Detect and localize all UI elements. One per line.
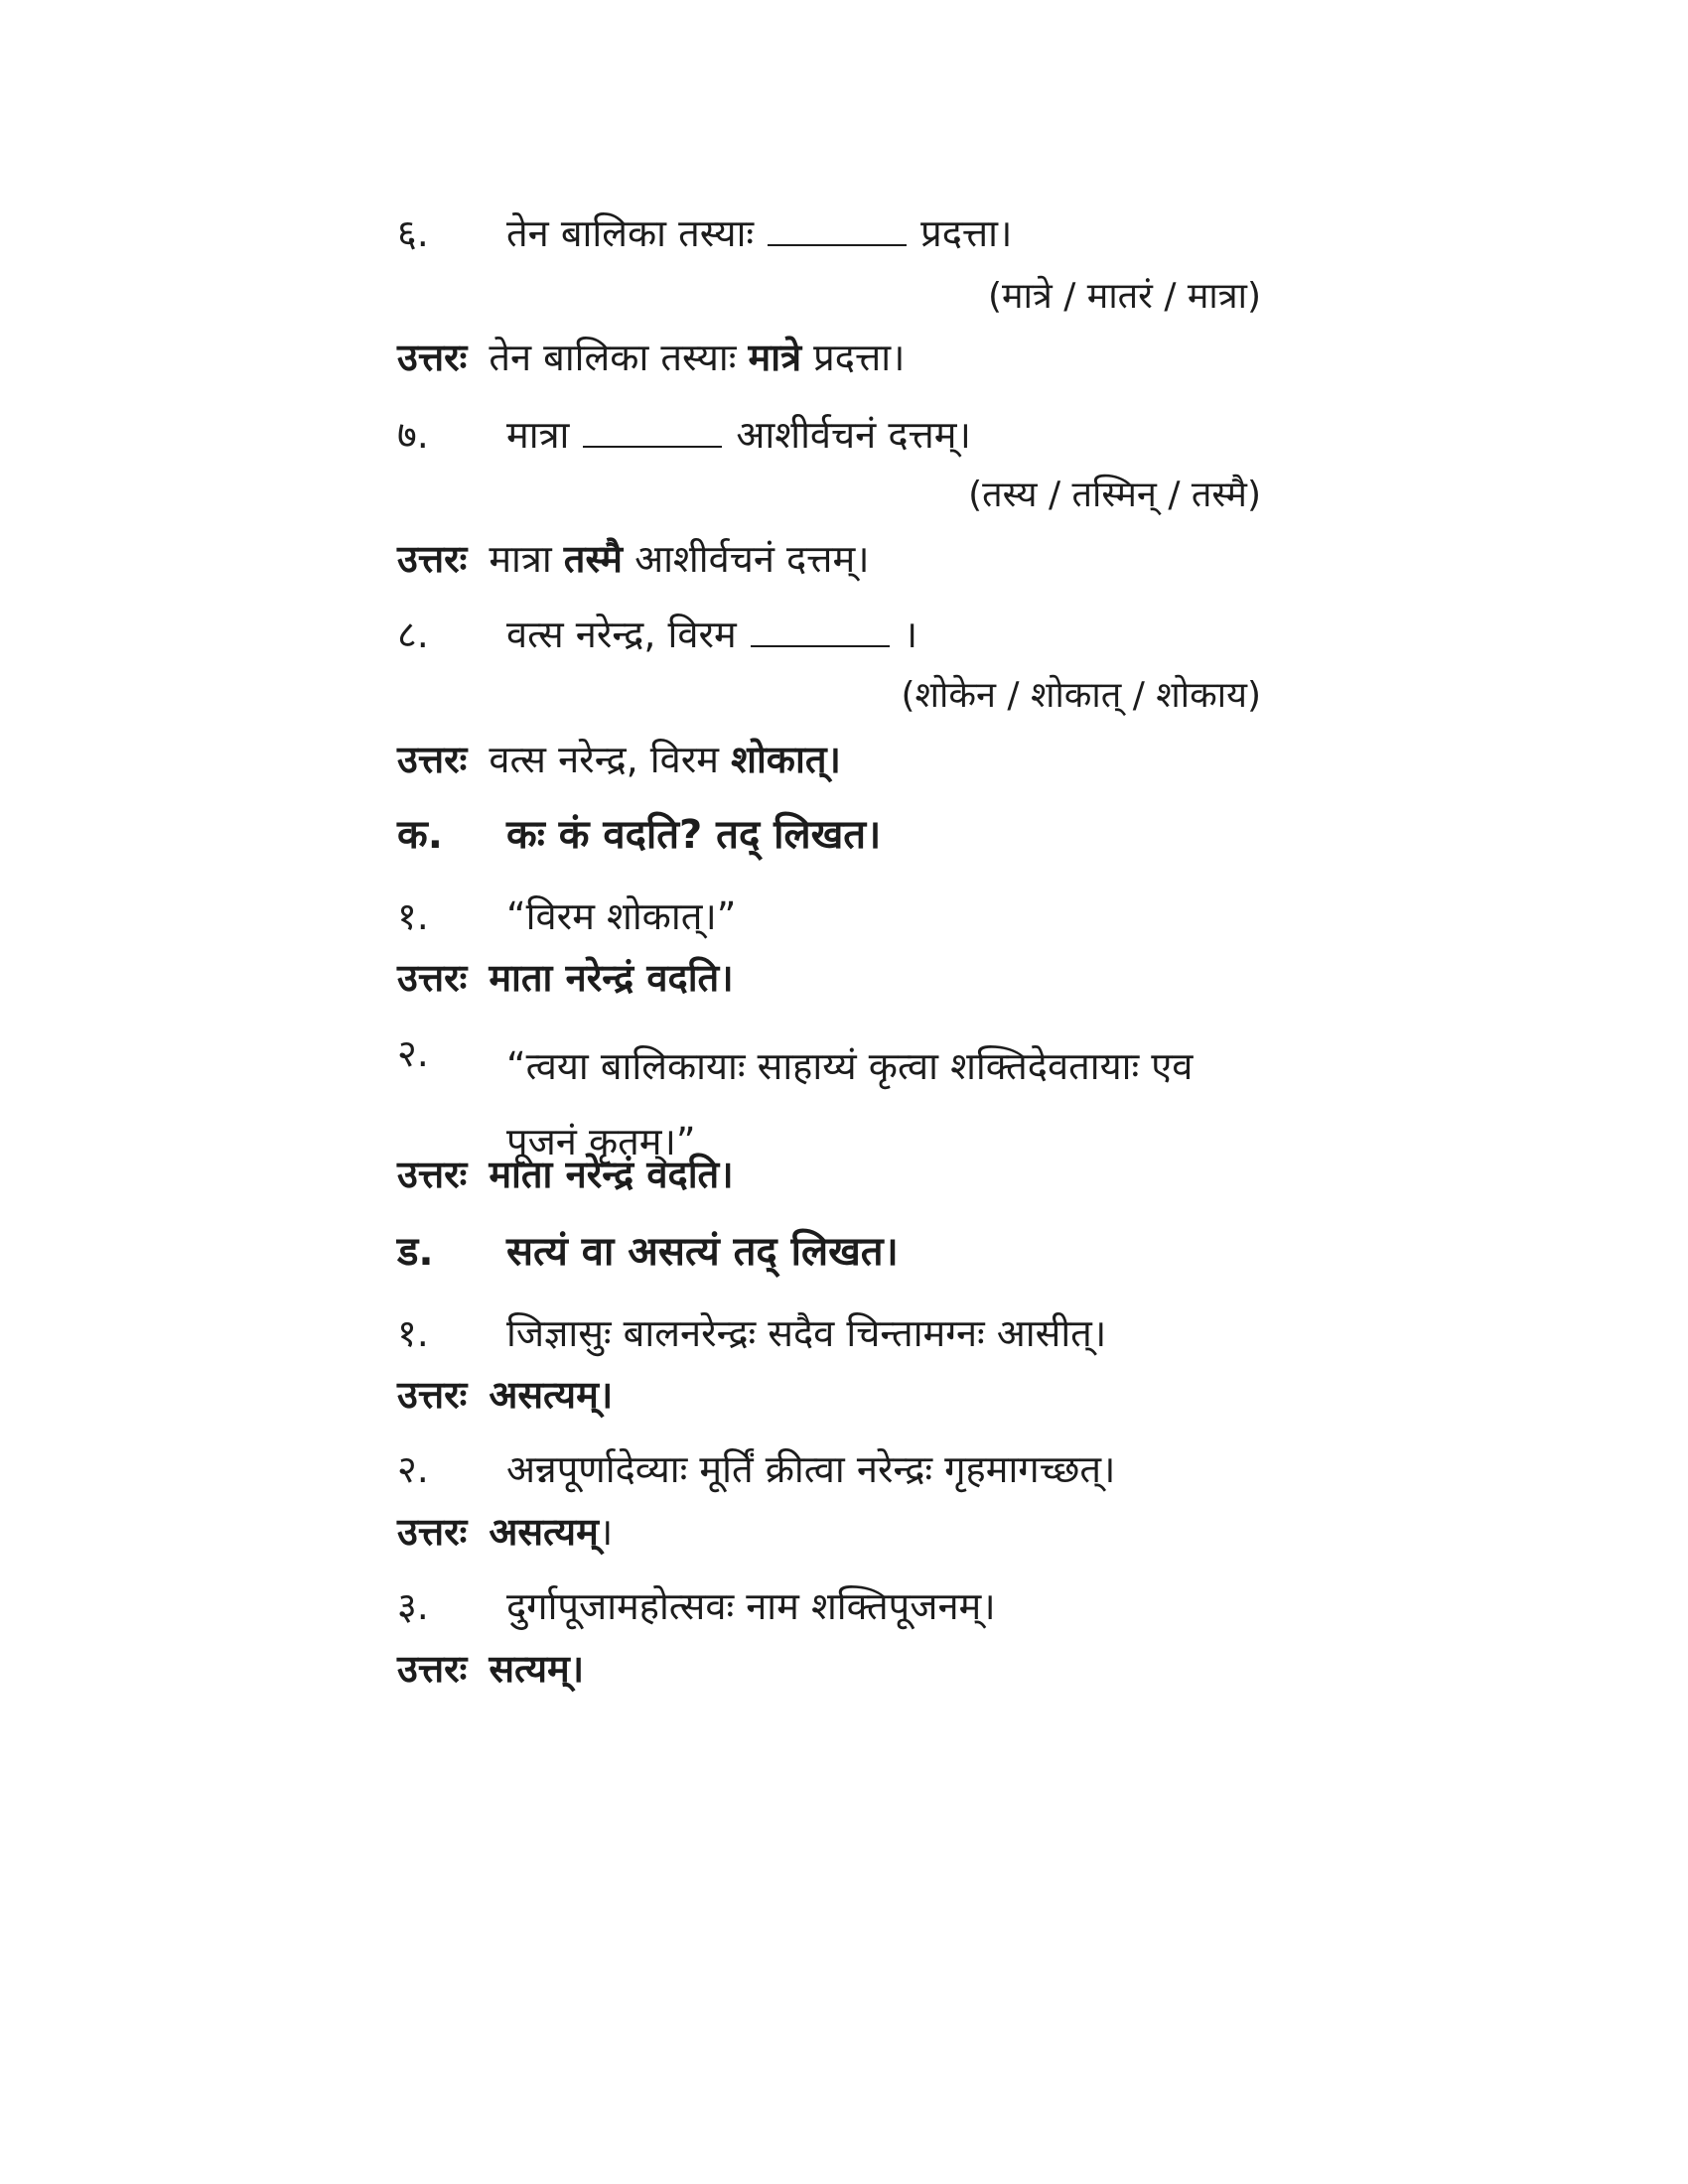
answer-text-post: आशीर्वचनं दत्तम्। [634, 537, 870, 581]
answer-text [489, 1510, 613, 1554]
options: (तस्य / तस्मिन् / तस्मै) [968, 475, 1261, 515]
answer-k1 [397, 953, 734, 1003]
answer-label: उत्तरः [397, 1647, 468, 1691]
fill-blank [751, 612, 890, 647]
answer-bold: असत्यम्। [489, 1373, 614, 1417]
answer-6 [397, 333, 905, 382]
question-text-post: प्रदत्ता। [920, 211, 1013, 255]
question-number: ३. [397, 1584, 429, 1628]
answer-bold: माता नरेन्द्रं वदति। [489, 956, 734, 1000]
answer-bold: तस्मै [563, 537, 623, 581]
answer-bold: सत्यम्। [489, 1647, 585, 1691]
answer-label: उत्तरः [397, 956, 468, 1000]
question-text-post: आशीर्वचनं दत्तम्। [736, 413, 971, 457]
question-text: “त्वया बालिकायाः साहाय्यं कृत्वा शक्तिदेवतायाः एव पूजनं कृतम्।” [506, 1044, 1194, 1163]
answer-bold: माता नरेन्द्रं वदति। [489, 1153, 734, 1196]
question-number: २. [397, 1031, 429, 1075]
answer-bold: असत्यम् [489, 1510, 599, 1554]
answer-k2 [397, 1150, 734, 1199]
answer-d3 [397, 1644, 584, 1694]
question-number: १. [397, 894, 429, 938]
answer-label: उत्तरः [397, 537, 468, 581]
answer-d2 [397, 1507, 613, 1557]
section-number: ड. [397, 1229, 434, 1275]
answer-text-post: प्रदत्ता। [813, 336, 906, 379]
fill-blank [768, 210, 907, 246]
question-text-pre: वत्स नरेन्द्र, विरम [506, 613, 737, 656]
answer-label: उत्तरः [397, 738, 468, 781]
question-text [506, 610, 917, 659]
question-text: दुर्गापूजामहोत्सवः नाम शक्तिपूजनम्। [506, 1584, 996, 1628]
question-text-post: । [903, 613, 918, 656]
question-text [506, 410, 971, 460]
fill-blank [583, 412, 722, 448]
question-number: ७. [397, 413, 429, 457]
answer-d1 [397, 1370, 613, 1420]
answer-label: उत्तरः [397, 1153, 468, 1196]
section-heading-d [397, 1226, 899, 1278]
answer-bold: शोकात्। [731, 738, 841, 781]
answer-text-pre: मात्रा [489, 537, 552, 581]
question-number: २. [397, 1447, 429, 1491]
answer-text-pre: वत्स नरेन्द्र, विरम [489, 738, 720, 781]
question-text-pre: तेन बालिका तस्याः [506, 211, 755, 255]
answer-bold: मात्रे [748, 336, 802, 379]
answer-text [489, 738, 841, 781]
section-number: क. [397, 812, 443, 858]
question-number: ६. [397, 211, 429, 255]
question-number: १. [397, 1311, 429, 1355]
question-text: “विरम शोकात्।” [506, 894, 737, 938]
options: (शोकेन / शोकात् / शोकाय) [901, 675, 1261, 716]
answer-text-pre: तेन बालिका तस्याः [489, 336, 737, 379]
answer-7 [397, 534, 870, 584]
section-title: कः कं वदति? तद् लिखत। [506, 812, 882, 858]
answer-text-post: । [598, 1510, 614, 1554]
question-text [506, 208, 1012, 258]
section-title: सत्यं वा असत्यं तद् लिखत। [506, 1229, 899, 1275]
answer-label: उत्तरः [397, 1510, 468, 1554]
answer-label: उत्तरः [397, 336, 468, 379]
options: (मात्रे / मातरं / मात्रा) [988, 276, 1261, 317]
section-heading-k [397, 809, 882, 861]
question-number: ८. [397, 613, 429, 656]
answer-text [489, 336, 905, 379]
question-text: जिज्ञासुः बालनरेन्द्रः सदैव चिन्तामग्नः आसीत्। [506, 1311, 1107, 1355]
question-text: अन्नपूर्णादेव्याः मूर्तिं क्रीत्वा नरेन्द्रः गृहमागच्छत्। [506, 1447, 1116, 1491]
question-text-pre: मात्रा [506, 413, 570, 457]
answer-8 [397, 735, 841, 784]
answer-text [489, 537, 869, 581]
answer-label: उत्तरः [397, 1373, 468, 1417]
